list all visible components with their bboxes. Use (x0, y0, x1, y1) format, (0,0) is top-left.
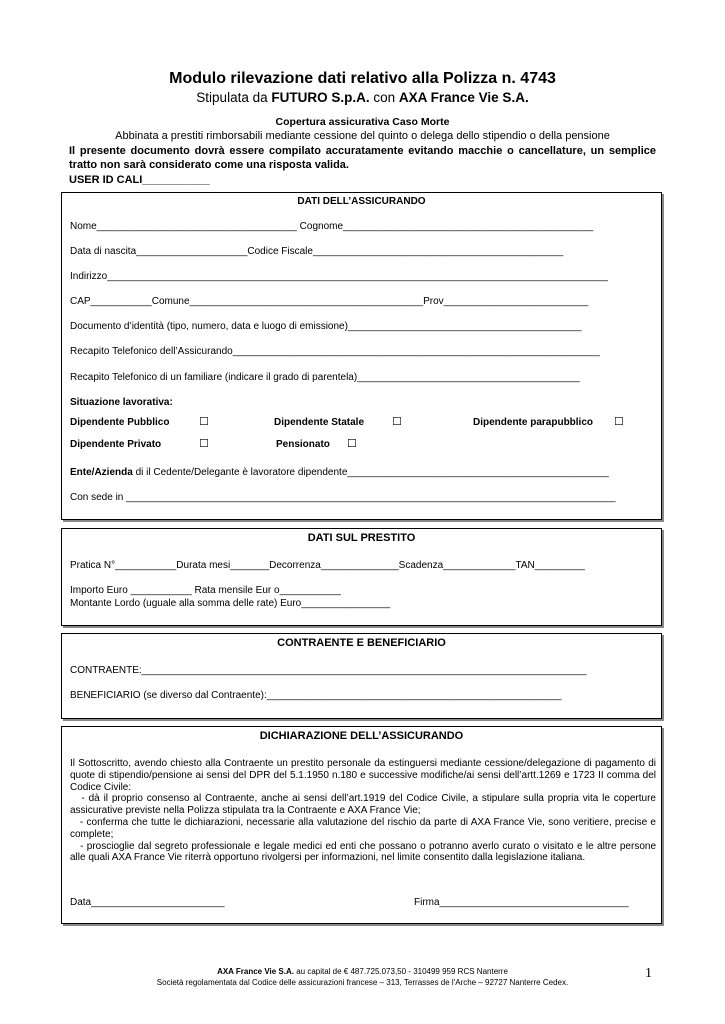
date-field[interactable]: Data________________________ (70, 897, 225, 908)
contractor-section-heading: CONTRAENTE E BENEFICIARIO (277, 637, 446, 649)
declaration-text: Il Sottoscritto, avendo chiesto alla Contraente un prestito personale da estinguersi mediante cessione/delegazione di pagamento di quote di stipendio/pensione ai sensi del DPR del 5.1.1950 n.180 e successive modifiche/ai sensi dell’artt.1269 e 1723 II comma del Codice Civile: - dà il proprio consenso al Contraente, anche ai sensi dell’art.1919 del Codice Civile, a stipulare sulla propria vita le coperture assicurative previste nella Polizza stipulata tra la Contraente e AXA France Vie; - conferma che tutte le dichiarazioni, necessarie alla valutazione del rischio da parte di AXA France Vie, sono veritiere, precise e complete; - proscioglie dal segreto professionale e legale medici ed enti che possano o potranno averlo curato o visitato e le altre persone alle quali AXA France Vie riterrà opportuno rivolgersi per informazioni, nel limite consentito dalla legislazione italiana. (70, 758, 659, 864)
employer-field[interactable]: Ente/Azienda di il Cedente/Delegante è lavoratore dipendente_______________________________________________ (70, 467, 609, 478)
family-phone-field[interactable]: Recapito Telefonico di un familiare (indicare il grado di parentela)________________________________________ (70, 372, 580, 383)
user-id-field[interactable]: USER ID CALI___________ (69, 174, 210, 186)
parapublic-employee-label: Dipendente parapubblico (473, 417, 594, 428)
coverage-type: Copertura assicurativa Caso Morte (275, 116, 450, 128)
loan-details-row[interactable]: Pratica N°___________Durata mesi_______Decorrenza______________Scadenza_____________TAN_________ (70, 560, 585, 571)
insured-data-section (61, 192, 662, 520)
public-employee-label: Dipendente Pubblico (70, 417, 170, 428)
private-employee-checkbox[interactable]: ☐ (199, 438, 209, 450)
signature-field[interactable]: Firma__________________________________ (414, 897, 629, 908)
gross-amount-row[interactable]: Montante Lordo (uguale alla somma delle rate) Euro________________ (70, 598, 391, 609)
id-document-field[interactable]: Documento d’identità (tipo, numero, data e luogo di emissione)__________________________________________ (70, 321, 582, 332)
state-employee-label: Dipendente Statale (274, 417, 365, 428)
state-employee-checkbox[interactable]: ☐ (392, 416, 402, 428)
contractor-field[interactable]: CONTRAENTE:________________________________________________________________________________ (70, 665, 587, 676)
name-surname-field[interactable]: Nome____________________________________ Cognome_____________________________________________ (70, 221, 594, 232)
fill-warning: Il presente documento dovrà essere compilato accuratamente evitando macchie o cancellature, un semplice tratto non sarà considerato come una risposta valida. (69, 145, 656, 171)
cap-city-province-field[interactable]: CAP___________Comune__________________________________________Prov__________________________ (70, 296, 589, 307)
page-number: 1 (645, 966, 652, 981)
employer-location-field[interactable]: Con sede in ________________________________________________________________________________________ (70, 492, 616, 503)
birthdate-taxcode-field[interactable]: Data di nascita____________________Codice Fiscale_____________________________________________ (70, 246, 564, 257)
insured-phone-field[interactable]: Recapito Telefonico dell’Assicurando__________________________________________________________________ (70, 346, 600, 357)
loan-amount-row[interactable]: Importo Euro ___________ Rata mensile Eur o___________ (70, 585, 341, 596)
loan-data-section (61, 528, 662, 626)
parapublic-employee-checkbox[interactable]: ☐ (614, 416, 624, 428)
coverage-description: Abbinata a prestiti rimborsabili mediante cessione del quinto o delega dello stipendio o della pensione (115, 130, 610, 142)
employment-status-label: Situazione lavorativa: (70, 397, 173, 408)
footer: AXA France Vie S.A. au capital de € 487.725.073,50 - 310499 959 RCS Nanterre Società regolamentata dal Codice delle assicurazioni francese – 313, Terrasses de l'Arche – 92727 Nanterre Cedex. (156, 967, 569, 987)
contractor-beneficiary-section (61, 633, 662, 719)
loan-section-heading: DATI SUL PRESTITO (307, 532, 416, 544)
public-employee-checkbox[interactable]: ☐ (199, 416, 209, 428)
address-field[interactable]: Indirizzo__________________________________________________________________________________________ (70, 271, 608, 282)
declaration-heading: DICHIARAZIONE DELL’ASSICURANDO (259, 730, 464, 742)
pensioner-checkbox[interactable]: ☐ (347, 438, 357, 450)
declaration-section (61, 726, 662, 924)
private-employee-label: Dipendente Privato (70, 439, 162, 450)
document-title: Modulo rilevazione dati relativo alla Polizza n. 4743 (169, 70, 556, 87)
beneficiary-field[interactable]: BENEFICIARIO (se diverso dal Contraente):_____________________________________________________ (70, 690, 562, 701)
insured-section-heading: DATI DELL’ASSICURANDO (297, 196, 426, 207)
pensioner-label: Pensionato (276, 439, 330, 450)
document-subtitle: Stipulata da FUTURO S.p.A. con AXA France Vie S.A. (196, 90, 529, 105)
